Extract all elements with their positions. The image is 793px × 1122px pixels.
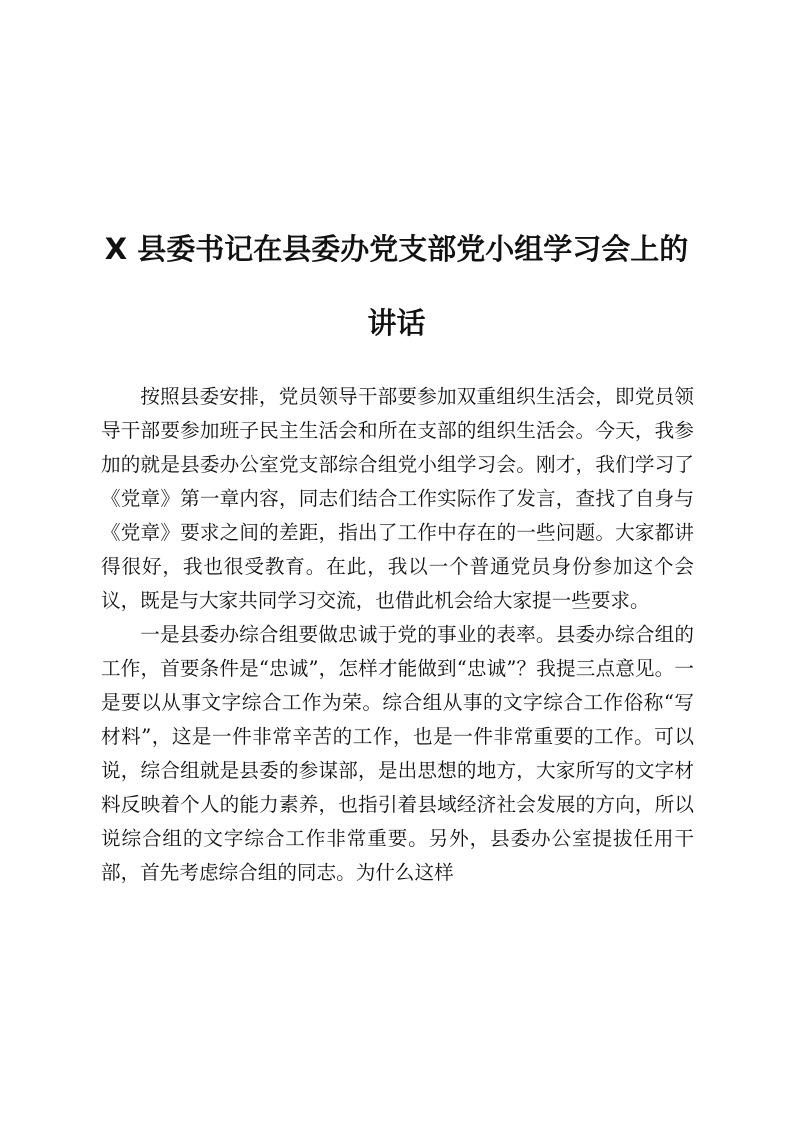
document-title — [90, 234, 703, 338]
paragraph: 按照县委安排，党员领导干部要参加双重组织生活会，即党员领导干部要参加班子民主生活会和所在支部的组织生活会。今天，我参加的就是县委办公室党支部综合组党小组学习会。刚才，我们学习了《党章》第一章内容，同志们结合工作实际作了发言，查找了自身与《党章》要求之间的差距，指出了工作中存在的一些问题。大家都讲得很好，我也很受教育。在此，我以一个普通党员身份参加这个会议，既是与大家共同学习交流，也借此机会给大家提一些要求。 — [101, 385, 694, 612]
title-line-2: 讲话 — [367, 306, 426, 340]
title-line-1: X 县委书记在县委办党支部党小组学习会上的 — [104, 232, 689, 266]
document-body — [101, 380, 694, 890]
paragraph: 一是县委办综合组要做忠诚于党的事业的表率。县委办综合组的工作，首要条件是“忠诚”，怎样才能做到“忠诚”？我提三点意见。一是要以从事文字综合工作为荣。综合组从事的文字综合工作俗称“写材料”，这是一件非常辛苦的工作，也是一件非常重要的工作。可以说，综合组就是县委的参谋部，是出思想的地方，大家所写的文字材料反映着个人的能力素养，也指引着县域经济社会发展的方向，所以说综合组的文字综合工作非常重要。另外，县委办公室提拔任用干部，首先考虑综合组的同志。为什么这样 — [101, 623, 694, 884]
